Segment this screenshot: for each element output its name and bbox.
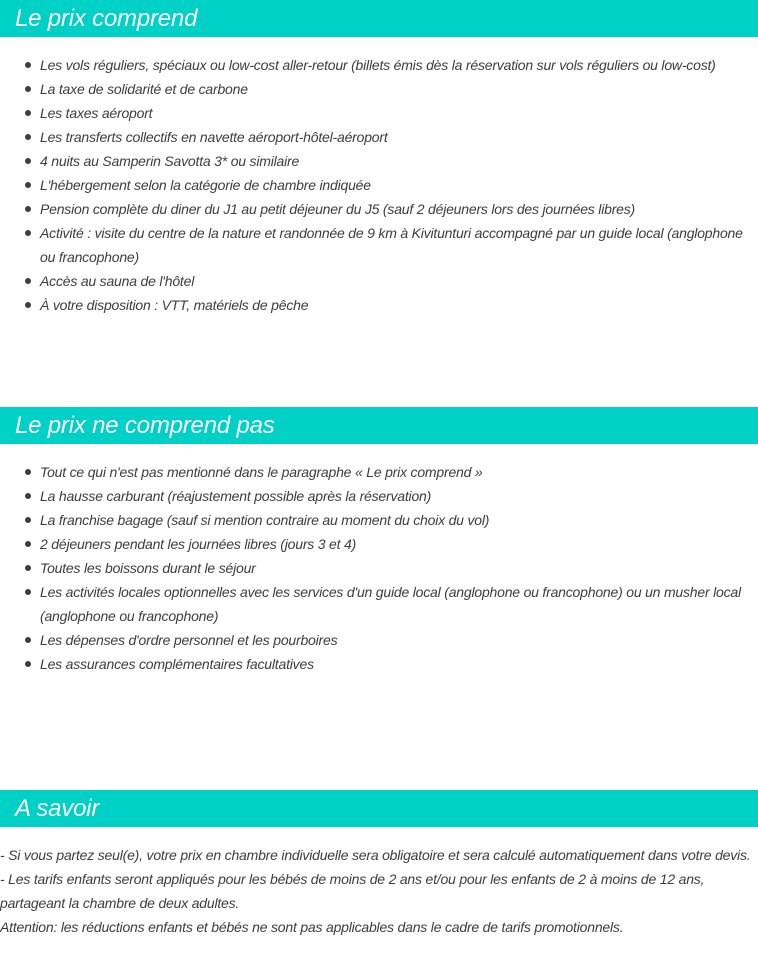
section-header-info bbox=[0, 790, 758, 827]
list-item: 2 déjeuners pendant les journées libres (jours 3 et 4) bbox=[0, 532, 758, 556]
list-item: Les assurances complémentaires facultatives bbox=[0, 652, 758, 676]
section-header-excluded bbox=[0, 407, 758, 444]
info-notes bbox=[0, 843, 758, 939]
list-item: La franchise bagage (sauf si mention contraire au moment du choix du vol) bbox=[0, 508, 758, 532]
list-item: Tout ce qui n'est pas mentionné dans le paragraphe « Le prix comprend » bbox=[0, 460, 758, 484]
list-item: Les taxes aéroport bbox=[0, 101, 758, 125]
section-header-included bbox=[0, 0, 758, 37]
section-title-info: A savoir bbox=[15, 795, 100, 822]
list-item: Pension complète du diner du J1 au petit déjeuner du J5 (sauf 2 déjeuners lors des journées libres) bbox=[0, 197, 758, 221]
list-item: Accès au sauna de l'hôtel bbox=[0, 269, 758, 293]
list-item: Toutes les boissons durant le séjour bbox=[0, 556, 758, 580]
excluded-list bbox=[0, 460, 758, 676]
info-note: Attention: les réductions enfants et bébés ne sont pas applicables dans le cadre de tarifs promotionnels. bbox=[0, 919, 624, 935]
list-item: L'hébergement selon la catégorie de chambre indiquée bbox=[0, 173, 758, 197]
section-title-excluded: Le prix ne comprend pas bbox=[15, 412, 275, 439]
list-item: La taxe de solidarité et de carbone bbox=[0, 77, 758, 101]
list-item: Les dépenses d'ordre personnel et les pourboires bbox=[0, 628, 758, 652]
section-included bbox=[0, 0, 758, 317]
info-note: - Si vous partez seul(e), votre prix en chambre individuelle sera obligatoire et sera calculé automatiquement dans votre devis. bbox=[0, 847, 751, 863]
list-item: 4 nuits au Samperin Savotta 3* ou similaire bbox=[0, 149, 758, 173]
section-title-included: Le prix comprend bbox=[15, 5, 198, 32]
list-item: À votre disposition : VTT, matériels de pêche bbox=[0, 293, 758, 317]
info-note: - Les tarifs enfants seront appliqués pour les bébés de moins de 2 ans et/ou pour les enfants de 2 à moins de 12 ans, partageant la chambre de deux adultes. bbox=[0, 871, 705, 911]
included-list bbox=[0, 53, 758, 317]
list-item: La hausse carburant (réajustement possible après la réservation) bbox=[0, 484, 758, 508]
section-excluded bbox=[0, 407, 758, 676]
list-item: Les activités locales optionnelles avec les services d'un guide local (anglophone ou francophone) ou un musher local (anglophone ou francophone) bbox=[0, 580, 758, 628]
list-item: Les vols réguliers, spéciaux ou low-cost aller-retour (billets émis dès la réservation sur vols réguliers ou low-cost) bbox=[0, 53, 758, 77]
section-info bbox=[0, 790, 758, 939]
list-item: Les transferts collectifs en navette aéroport-hôtel-aéroport bbox=[0, 125, 758, 149]
list-item: Activité : visite du centre de la nature et randonnée de 9 km à Kivitunturi accompagné par un guide local (anglophone ou francophone) bbox=[0, 221, 758, 269]
